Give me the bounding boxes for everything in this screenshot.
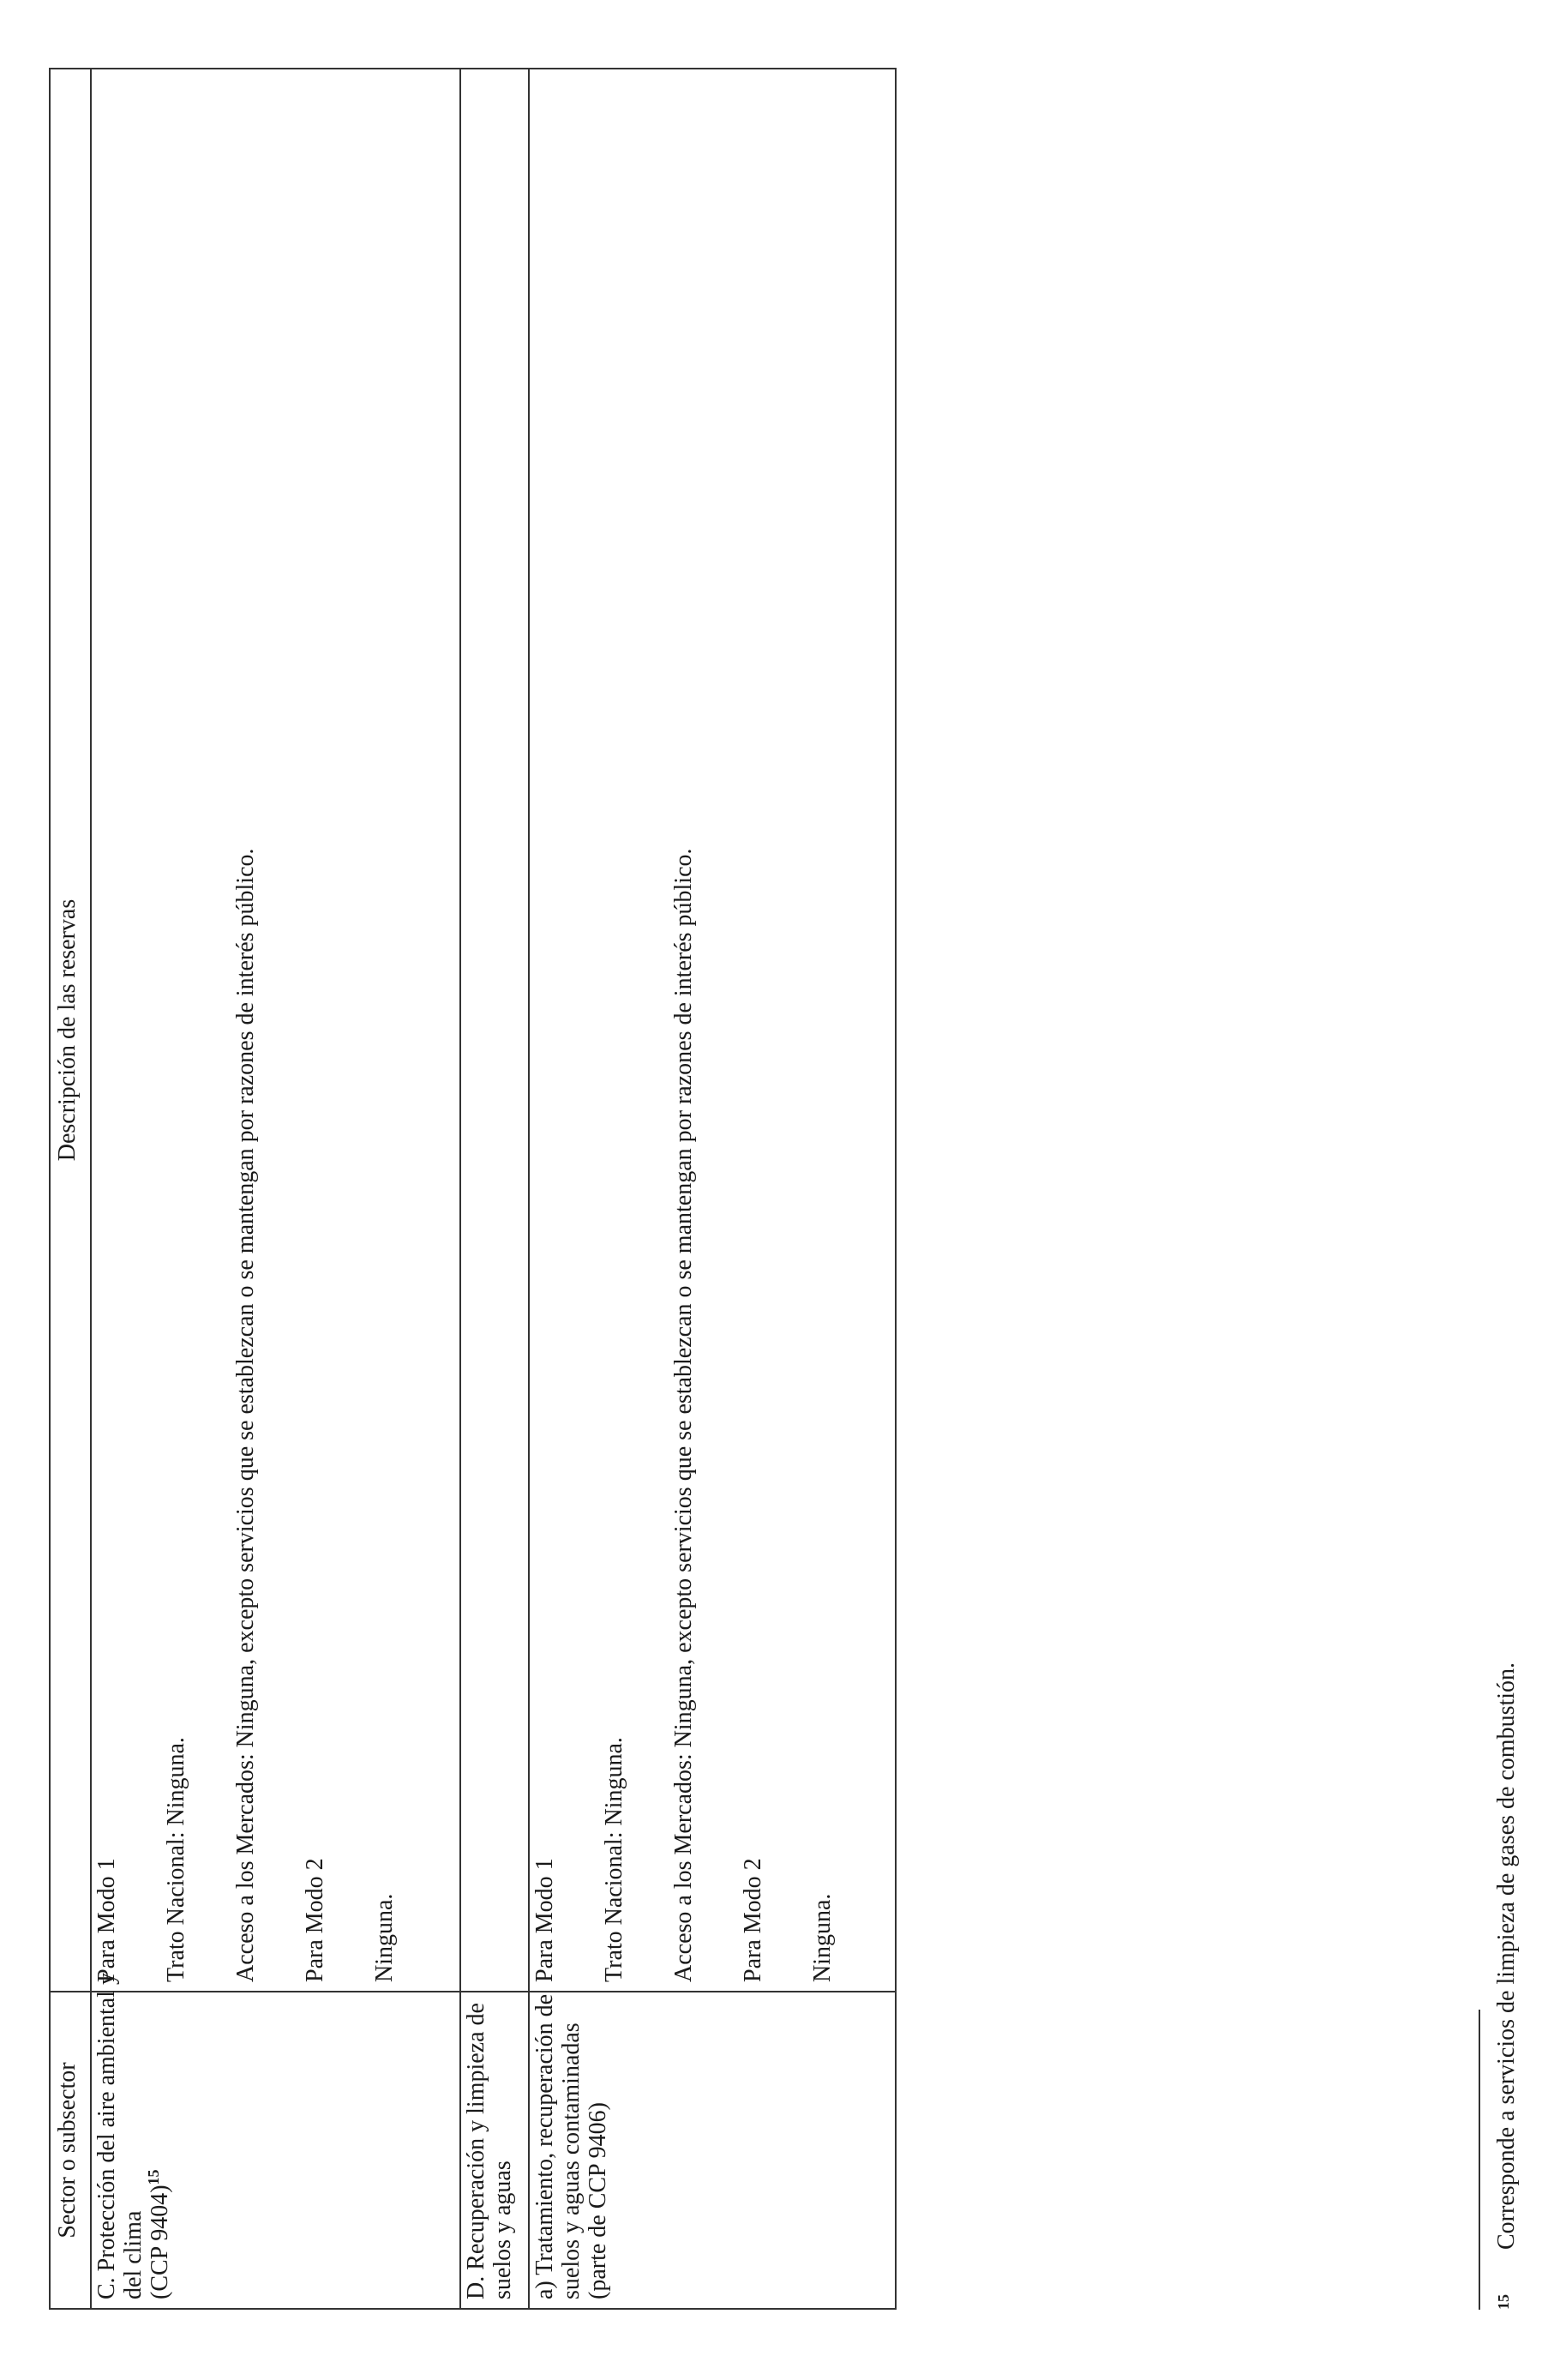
table-row	[460, 69, 529, 2309]
description-cell	[529, 69, 896, 1992]
sector-line: a) Tratamiento, recuperación de	[531, 1993, 558, 2299]
footnote-reference[interactable]: 15	[145, 2169, 162, 2185]
description-paragraph: Acceso a los Mercados: Ninguna, excepto servicios que se establezcan o se mantengan por razones de interés público.	[232, 848, 259, 1982]
header-description: Descripción de las reservas	[50, 69, 91, 1992]
reservations-table	[49, 68, 897, 2310]
description-paragraph: Trato Nacional: Ninguna.	[601, 1737, 627, 1982]
description-paragraph: Trato Nacional: Ninguna.	[163, 1737, 189, 1982]
sector-line	[147, 1999, 173, 2299]
sector-line: suelos y aguas contaminadas	[558, 2022, 585, 2299]
description-paragraph: Ninguna.	[809, 1893, 836, 1982]
header-sector: Sector o subsector	[50, 1992, 91, 2309]
table-row	[529, 69, 896, 2309]
sector-line: del clima	[120, 2210, 147, 2299]
description-paragraph: Para Modo 1	[531, 1858, 558, 1982]
sector-line: D. Recuperación y limpieza de	[463, 2003, 489, 2299]
footnote-divider	[1479, 2010, 1480, 2310]
sector-code: (CCP 9404)	[147, 2185, 173, 2299]
sector-line: suelos y aguas	[489, 2161, 516, 2299]
footnote	[1493, 1662, 1521, 2310]
sector-line: C. Protección del aire ambiental y	[93, 1973, 120, 2299]
sector-cell	[460, 1992, 529, 2309]
description-paragraph: Para Modo 2	[302, 1858, 328, 1982]
sector-cell	[529, 1992, 896, 2309]
footnote-text: Corresponde a servicios de limpieza de gases de combustión.	[1493, 1662, 1520, 2250]
description-paragraph: Acceso a los Mercados: Ninguna, excepto servicios que se establezcan o se mantengan por razones de interés público.	[670, 848, 697, 1982]
sector-cell	[91, 1973, 460, 2309]
description-paragraph: Ninguna.	[371, 1893, 398, 1982]
table-row	[91, 69, 460, 2309]
description-paragraph: Para Modo 1	[93, 1858, 120, 1982]
footnote-number: 15	[1495, 2294, 1512, 2310]
table-header-row	[50, 69, 91, 2309]
description-cell	[460, 69, 529, 1992]
sector-line: (parte de CCP 9406)	[585, 2102, 611, 2299]
description-paragraph: Para Modo 2	[740, 1858, 766, 1982]
description-cell	[91, 69, 460, 1992]
